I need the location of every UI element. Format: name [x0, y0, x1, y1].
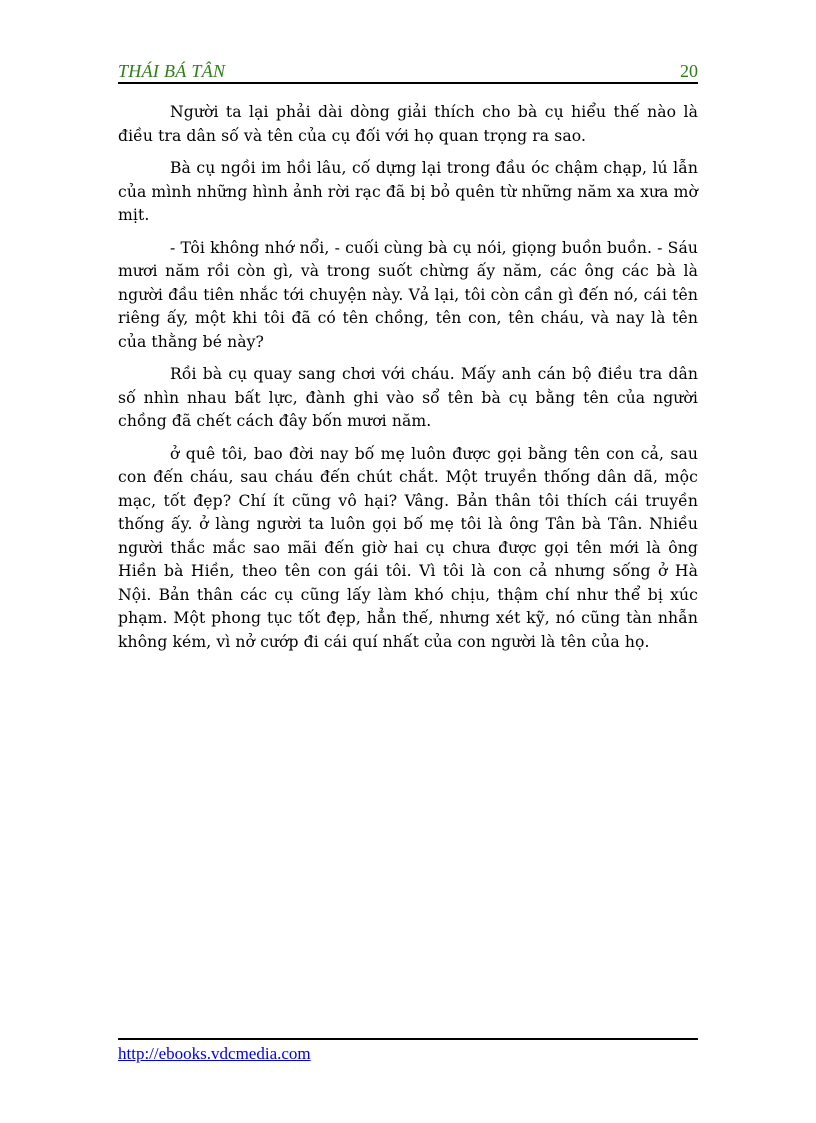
- page-footer: [118, 1038, 698, 1064]
- footer-link[interactable]: http://ebooks.vdcmedia.com: [118, 1044, 311, 1063]
- paragraph: Người ta lại phải dài dòng giải thích cho bà cụ hiểu thế nào là điều tra dân số và tên của cụ đối với họ quan trọng ra sao.: [118, 103, 698, 145]
- paragraph: ở quê tôi, bao đời nay bố mẹ luôn được gọi bằng tên con cả, sau con đến cháu, sau cháu đến chút chắt. Một truyền thống dân dã, mộc mạc, tốt đẹp? Chí ít cũng vô hại? Vâng. Bản thân tôi thích cái truyền thống ấy. ở làng người ta luôn gọi bố mẹ tôi là ông Tân bà Tân. Nhiều người thắc mắc sao mãi đến giờ hai cụ chưa được gọi tên mới là ông Hiền bà Hiền, theo tên con gái tôi. Vì tôi là con cả nhưng sống ở Hà Nội. Bản thân các cụ cũng lấy làm khó chịu, thậm chí như thể bị xúc phạm. Một phong tục tốt đẹp, hẳn thế, nhưng xét kỹ, nó cũng tàn nhẫn không kém, vì nở cướp đi cái quí nhất của con người là tên của họ.: [118, 444, 698, 651]
- paragraph: Rồi bà cụ quay sang chơi với cháu. Mấy anh cán bộ điều tra dân số nhìn nhau bất lực, đành ghi vào sổ tên bà cụ bằng tên của người chồng đã chết cách đây bốn mươi năm.: [118, 365, 698, 430]
- body-text: [118, 101, 698, 663]
- page-number: 20: [680, 61, 698, 81]
- header-author: THÁI BÁ TÂN: [118, 61, 226, 81]
- paragraph: - Tôi không nhớ nổi, - cuối cùng bà cụ nói, giọng buồn buồn. - Sáu mươi năm rồi còn gì, và trong suốt chừng ấy năm, các ông các bà là người đầu tiên nhắc tới chuyện này. Vả lại, tôi còn cần gì đến nó, cái tên riêng ấy, một khi tôi đã có tên chồng, tên con, tên cháu, và nay là tên của thằng bé này?: [118, 238, 698, 351]
- page-header: [118, 60, 698, 84]
- paragraph: Bà cụ ngồi im hồi lâu, cố dựng lại trong đầu óc chậm chạp, lú lẫn của mình những hình ảnh rời rạc đã bị bỏ quên từ những năm xa xưa mờ mịt.: [118, 159, 698, 224]
